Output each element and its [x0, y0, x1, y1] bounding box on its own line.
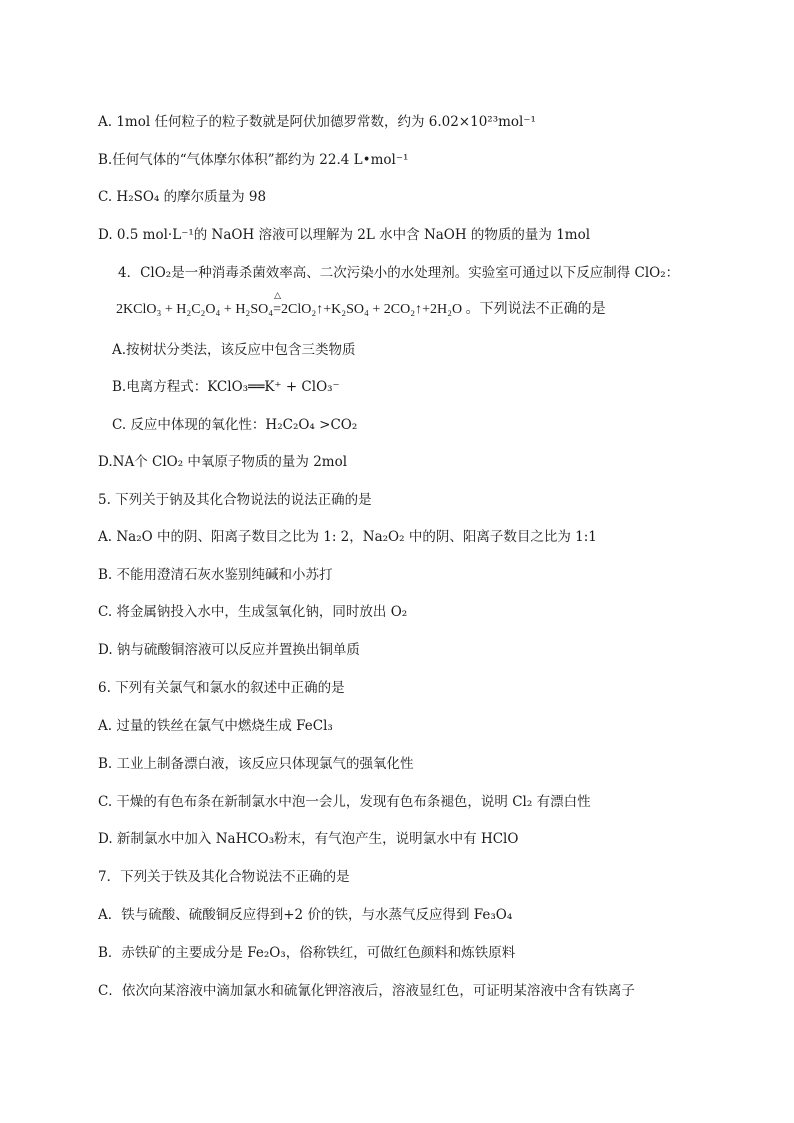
q4-option-a: A.按树状分类法，该反应中包含三类物质 [112, 342, 356, 358]
equation-reactants: 2KClO₃ + H₂C₂O₄ + H₂SO₄ [116, 302, 274, 317]
q7-option-b: B．赤铁矿的主要成分是 Fe₂O₃，俗称铁红，可做红色颜料和炼铁原料 [98, 945, 516, 961]
q4-option-d: D.NA个 ClO₂ 中氧原子物质的量为 2mol [98, 454, 348, 470]
q3-option-c: C. H₂SO₄ 的摩尔质量为 98 [98, 189, 267, 205]
q4-option-c: C. 反应中体现的氧化性：H₂C₂O₄ >CO₂ [112, 417, 358, 433]
q6-option-d: D. 新制氯水中加入 NaHCO₃粉末，有气泡产生，说明氯水中有 HClO [98, 831, 519, 847]
q6-option-c: C. 干燥的有色布条在新制氯水中泡一会儿，发现有色布条褪色，说明 Cl₂ 有漂白性 [98, 794, 591, 810]
q3-option-b: B.任何气体的“气体摩尔体积”都约为 22.4 L•mol⁻¹ [98, 152, 409, 168]
equation-products: 2ClO₂↑+K₂SO₄ + 2CO₂↑+2H₂O 。下列说法不正确的是 [281, 302, 606, 317]
q6-option-a: A. 过量的铁丝在氯气中燃烧生成 FeCl₃ [98, 718, 333, 734]
q5-option-c: C. 将金属钠投入水中，生成氢氧化钠，同时放出 O₂ [98, 604, 408, 620]
q7-option-c: C．依次向某溶液中滴加氯水和硫氰化钾溶液后，溶液显红色，可证明某溶液中含有铁离子 [98, 983, 635, 999]
q5-option-d: D. 钠与硫酸铜溶液可以反应并置换出铜单质 [98, 642, 360, 658]
q6-option-b: B. 工业上制备漂白液，该反应只体现氯气的强氧化性 [98, 756, 414, 772]
q5-option-b: B. 不能用澄清石灰水鉴别纯碱和小苏打 [98, 567, 333, 583]
question-7-stem: 7．下列关于铁及其化合物说法不正确的是 [98, 869, 350, 885]
q4-option-b: B.电离方程式：KClO₃══K⁺ + ClO₃⁻ [112, 379, 340, 395]
q5-option-a: A. Na₂O 中的阴、阳离子数目之比为 1: 2，Na₂O₂ 中的阴、阳离子数目之比为 1:1 [98, 529, 597, 545]
equation-heat-condition: △ = [273, 290, 282, 317]
question-4-stem: 4．ClO₂是一种消毒杀菌效率高、二次污染小的水处理剂。实验室可通过以下反应制得 ClO₂： [118, 265, 680, 281]
question-5-stem: 5. 下列关于钠及其化合物说法的说法正确的是 [98, 492, 372, 508]
q7-option-a: A．铁与硫酸、硫酸铜反应得到+2 价的铁，与水蒸气反应得到 Fe₃O₄ [98, 907, 513, 923]
q3-option-a: A. 1mol 任何粒子的粒子数就是阿伏加德罗常数，约为 6.02×10²³mol⁻¹ [98, 114, 536, 130]
question-6-stem: 6. 下列有关氯气和氯水的叙述中正确的是 [98, 680, 345, 696]
heat-triangle-icon: △ [274, 290, 282, 300]
q3-option-d: D. 0.5 mol·L⁻¹的 NaOH 溶液可以理解为 2L 水中含 NaOH 的物质的量为 1mol [98, 227, 591, 243]
question-4-equation [116, 290, 606, 320]
